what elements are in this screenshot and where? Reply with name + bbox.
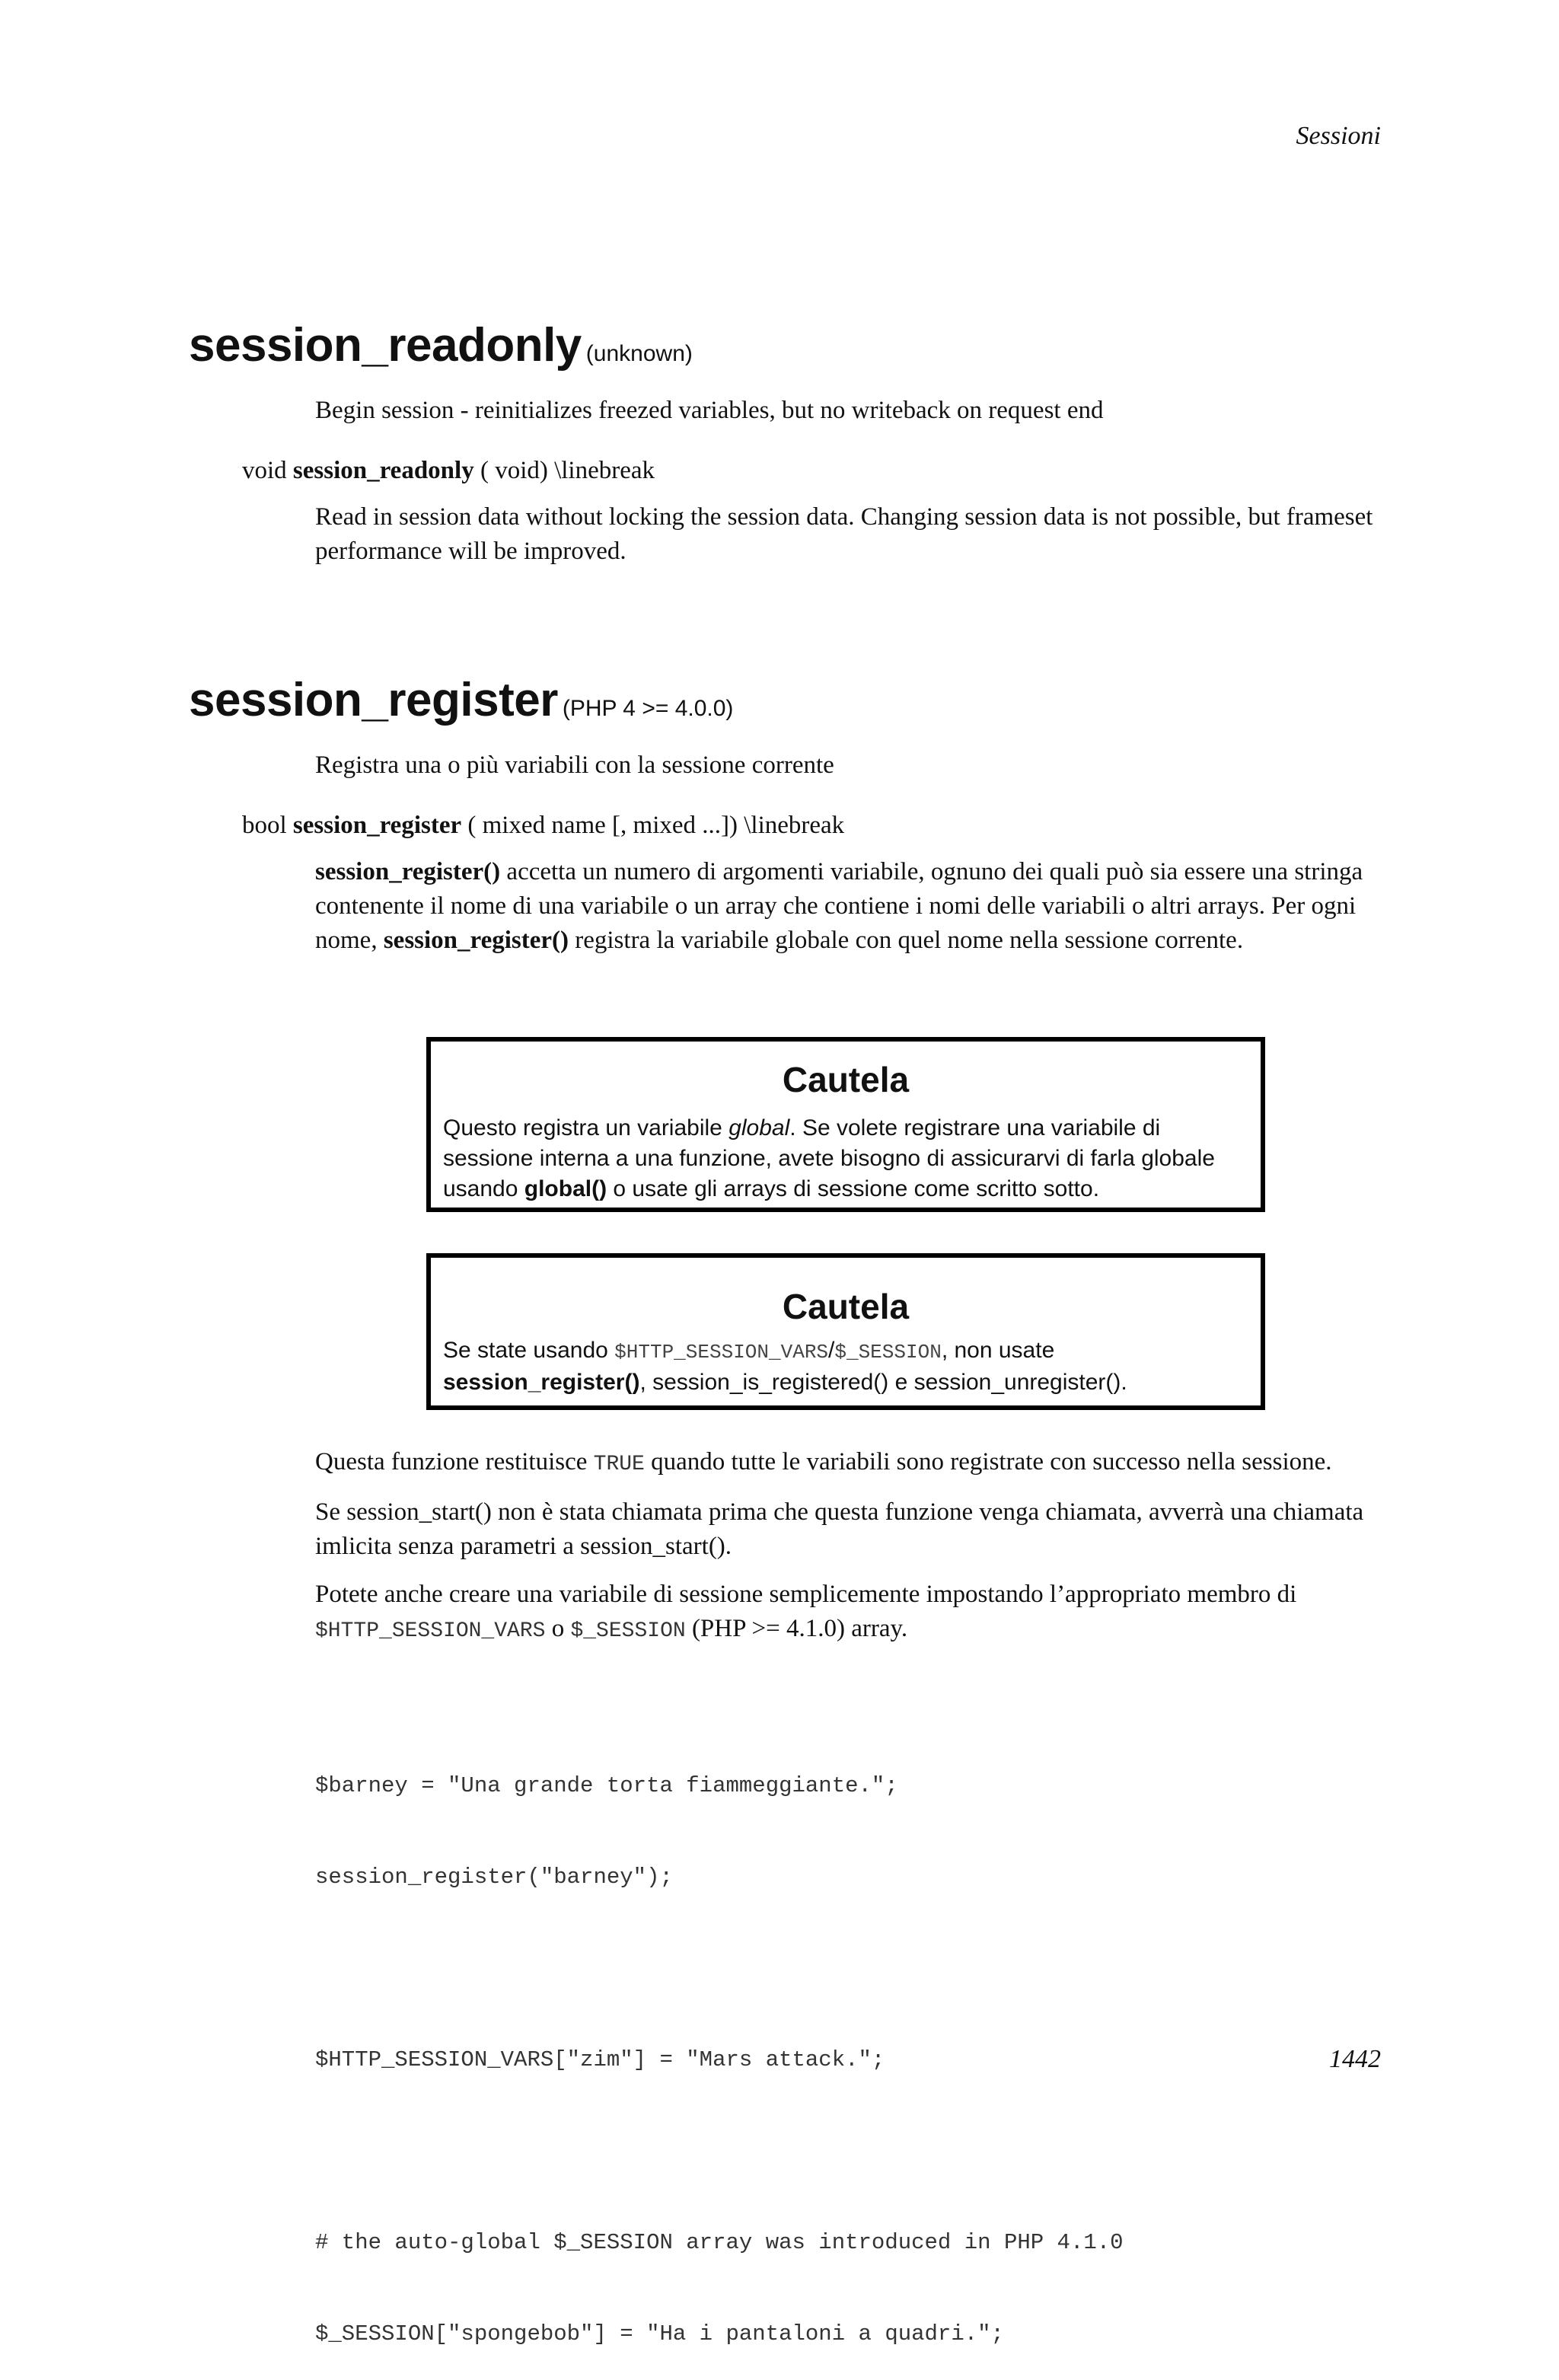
entry-session-readonly — [189, 318, 1384, 569]
entry-session-register — [189, 673, 1384, 958]
proto-args: ( void) \linebreak — [473, 457, 655, 484]
page-header: Sessioni — [1296, 122, 1381, 150]
return-value-paragraph — [315, 1445, 1396, 1482]
caution-text — [443, 1335, 1248, 1398]
function-prototype — [242, 454, 1384, 488]
caution-function-ref: session_register() — [443, 1370, 640, 1395]
inline-code: TRUE — [593, 1453, 645, 1476]
paragraph-text: quando tutte le variabili sono registrate con successo nella sessione. — [644, 1448, 1332, 1476]
function-description — [315, 855, 1381, 958]
function-version: (unknown) — [585, 341, 693, 366]
function-name: session_readonly — [189, 319, 582, 372]
description-text: accetta un numero di argomenti variabile, ognuno dei quali può sia essere una stringa contenente il nome di una variabile o un array che contiene i nomi delle variabili o altri arrays. Per ogni nome, — [315, 858, 1363, 954]
caution-title: Cautela — [782, 1287, 910, 1326]
caution-text-part: / — [828, 1338, 835, 1363]
function-description: Read in session data without locking the session data. Changing session data is not possible, but frameset performance will be improved. — [315, 503, 1373, 565]
caution-text-part: Se state usando — [443, 1338, 615, 1363]
function-prototype — [242, 809, 1384, 843]
function-ref: session_register() — [383, 927, 569, 954]
function-title — [189, 673, 1384, 727]
proto-type: bool — [242, 812, 287, 839]
caution-function-ref: global() — [524, 1176, 607, 1201]
register-notes — [189, 1445, 1384, 1648]
function-purpose: Begin session - reinitializes freezed variables, but no writeback on request end — [315, 397, 1104, 424]
paragraph-text: Potete anche creare una variabile di sessione semplicemente impostando l’appropriato membro di — [315, 1581, 1297, 1608]
proto-name: session_register — [292, 812, 462, 839]
caution-text-part: o usate gli arrays di sessione come scritto sotto. — [607, 1176, 1100, 1201]
proto-type: void — [242, 457, 287, 484]
code-line: $HTTP_SESSION_VARS["zim"] = "Mars attack."; — [315, 2047, 885, 2072]
caution-code: $HTTP_SESSION_VARS — [614, 1341, 829, 1364]
paragraph-text: o — [545, 1615, 571, 1642]
function-ref: session_register() — [315, 858, 501, 885]
caution-text-part: Questo registra un variabile — [443, 1115, 729, 1141]
code-line: $barney = "Una grande torta fiammeggiante."; — [315, 1773, 898, 1798]
code-line — [315, 1954, 1124, 1984]
proto-name: session_readonly — [292, 457, 474, 484]
caution-text — [443, 1113, 1248, 1204]
paragraph-text: (PHP >= 4.1.0) array. — [685, 1615, 908, 1642]
caution-box-superglobals — [426, 1253, 1265, 1410]
inline-code: $HTTP_SESSION_VARS — [315, 1619, 546, 1643]
caution-emphasis: global — [728, 1115, 790, 1141]
caution-text-part: . Se volete registrare una variabile di sessione interna a una funzione, avete bisogno di assicurarvi di farla globale usando — [443, 1115, 1215, 1201]
superglobal-paragraph — [315, 1578, 1381, 1648]
function-title — [189, 318, 1384, 372]
inline-code: $_SESSION — [570, 1619, 686, 1643]
caution-title: Cautela — [782, 1060, 910, 1099]
function-purpose: Registra una o più variabili con la sessione corrente — [315, 751, 834, 779]
description-text: registra la variabile globale con quel nome nella sessione corrente. — [569, 927, 1244, 954]
proto-args: ( mixed name [, mixed ...]) \linebreak — [461, 812, 845, 839]
code-line: $_SESSION["spongebob"] = "Ha i pantaloni a quadri."; — [315, 2321, 1004, 2347]
caution-text-part: , session_is_registered() e session_unregister(). — [639, 1370, 1127, 1395]
code-example — [315, 1710, 1124, 2380]
caution-box-global — [426, 1037, 1265, 1212]
paragraph-text: Questa funzione restituisce — [315, 1448, 594, 1476]
caution-text-part: , non usate — [941, 1338, 1055, 1363]
caution-code: $_SESSION — [834, 1341, 942, 1364]
function-version: (PHP 4 >= 4.0.0) — [562, 696, 734, 721]
implicit-start-paragraph: Se session_start() non è stata chiamata prima che questa funzione venga chiamata, avverrà una chiamata imlicita senza parametri a session_start(). — [315, 1498, 1364, 1560]
code-line: session_register("barney"); — [315, 1865, 673, 1890]
code-line — [315, 2136, 1124, 2167]
page-number: 1442 — [1329, 2045, 1381, 2073]
function-name: session_register — [189, 674, 558, 726]
code-line: # the auto-global $_SESSION array was introduced in PHP 4.1.0 — [315, 2230, 1124, 2255]
